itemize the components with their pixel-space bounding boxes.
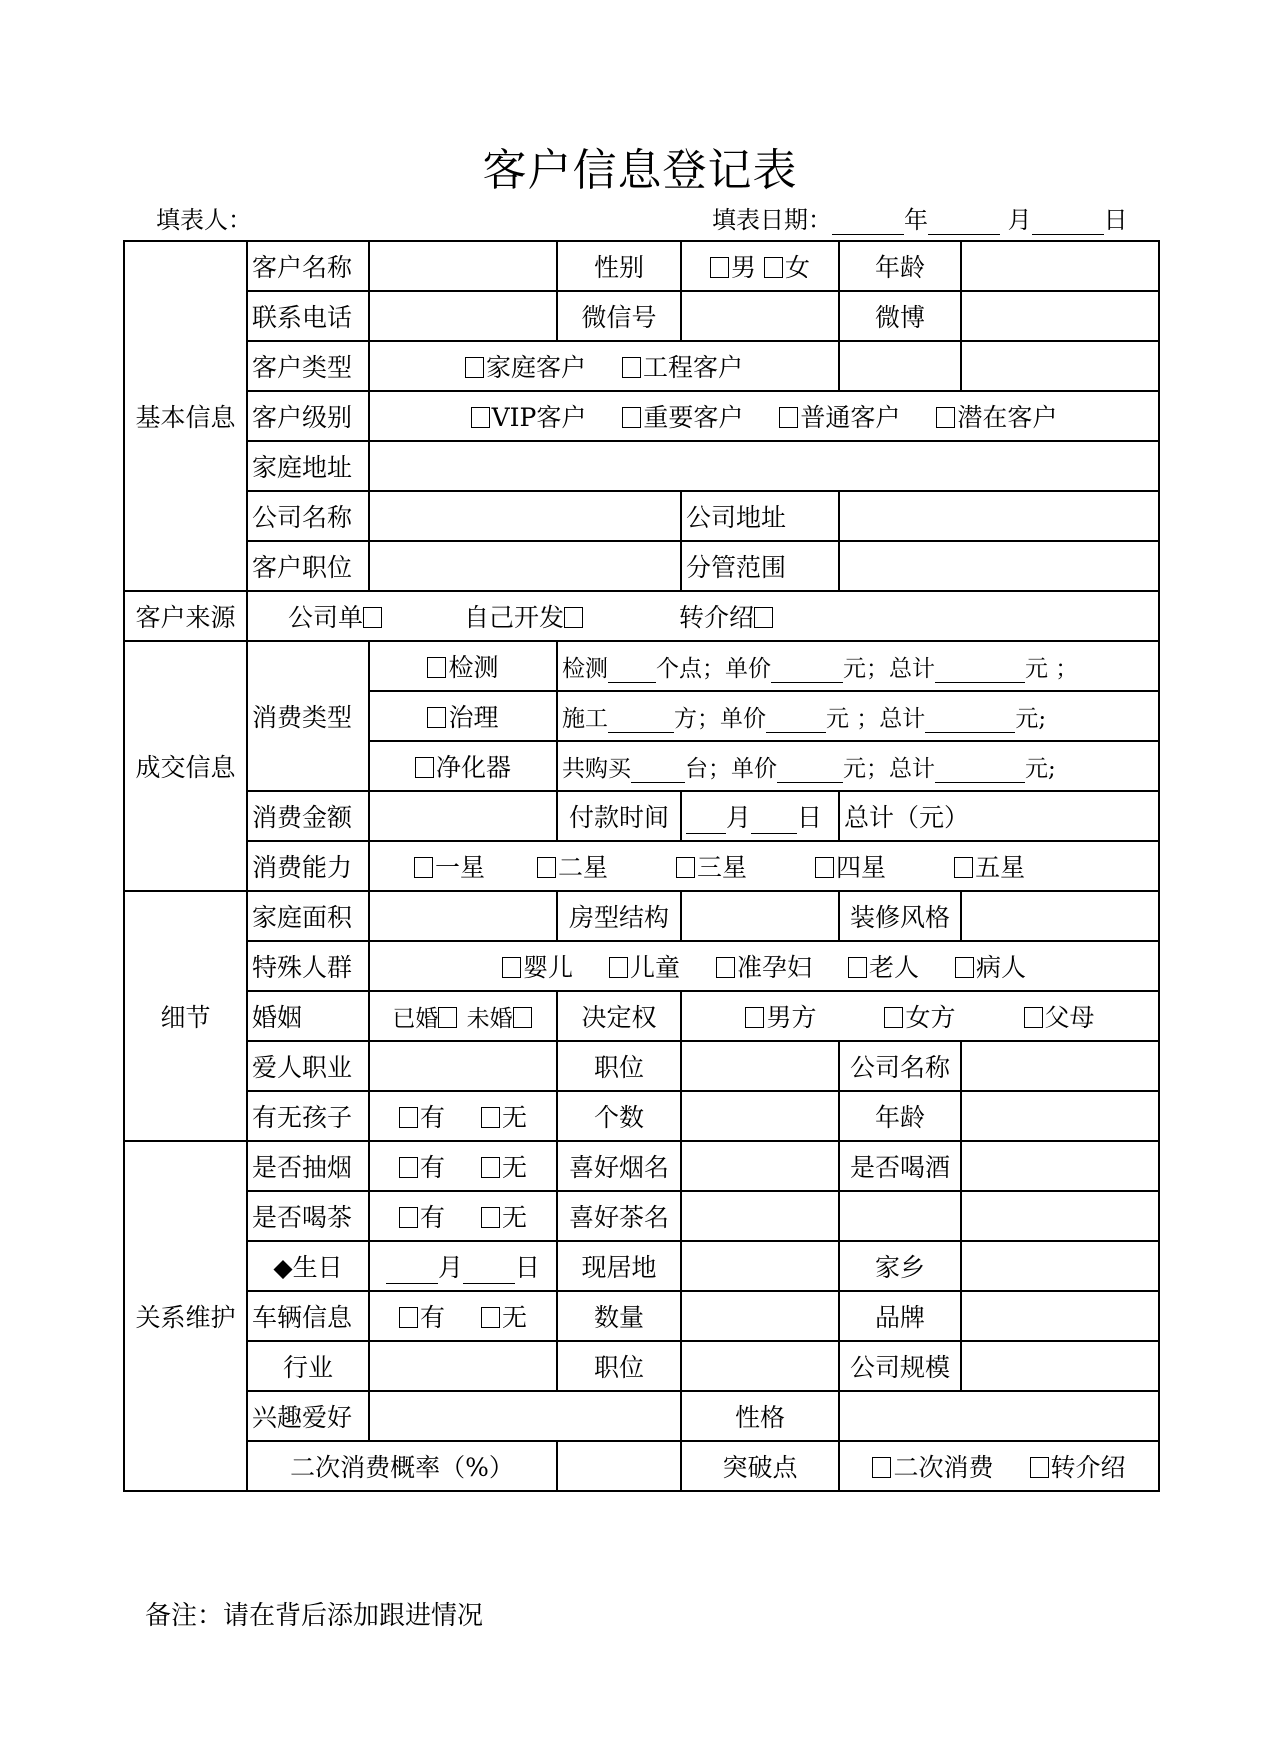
label-marriage: 婚姻 xyxy=(247,991,369,1041)
hobby-field[interactable] xyxy=(369,1391,681,1441)
detect-total-field[interactable] xyxy=(935,662,1025,683)
checkbox-icon xyxy=(955,957,974,978)
label-spouse-job: 爱人职业 xyxy=(247,1041,369,1091)
blank-cell[interactable] xyxy=(839,341,961,391)
label-age: 年龄 xyxy=(839,241,961,291)
level-vip-checkbox[interactable]: VIP客户 xyxy=(471,398,587,434)
label-industry: 行业 xyxy=(247,1341,369,1391)
checkbox-icon xyxy=(764,257,783,278)
source-referral-checkbox[interactable]: 转介绍 xyxy=(679,598,775,634)
gender-options xyxy=(681,241,839,291)
label-spouse-company: 公司名称 xyxy=(839,1041,961,1091)
purifier-total-field[interactable] xyxy=(935,762,1025,783)
filler-label: 填表人： xyxy=(156,206,252,234)
wechat-field[interactable] xyxy=(681,291,839,341)
level-potential-checkbox[interactable]: 潜在客户 xyxy=(936,398,1057,434)
label-home-area: 家庭面积 xyxy=(247,891,369,941)
company-scale-field[interactable] xyxy=(961,1341,1159,1391)
marriage-options xyxy=(369,991,557,1041)
day-field[interactable] xyxy=(1032,214,1104,235)
industry-field[interactable] xyxy=(369,1341,557,1391)
checkbox-icon xyxy=(513,1007,532,1028)
amount-field[interactable] xyxy=(369,791,557,841)
label-children: 有无孩子 xyxy=(247,1091,369,1141)
group-elderly-checkbox[interactable]: 老人 xyxy=(848,948,919,984)
scope-field[interactable] xyxy=(839,541,1159,591)
page-title: 客户信息登记表 xyxy=(482,145,798,196)
label-customer-level: 客户级别 xyxy=(247,391,369,441)
special-group-options xyxy=(369,941,1159,991)
label-hometown: 家乡 xyxy=(839,1241,961,1291)
label-birthday: ◆生日 xyxy=(247,1241,369,1291)
smoke-options xyxy=(369,1141,557,1191)
unmarried-checkbox[interactable]: 未婚 xyxy=(467,1006,534,1032)
purifier-count-field[interactable] xyxy=(631,762,685,783)
checkbox-icon xyxy=(399,1157,418,1178)
checkbox-icon xyxy=(848,957,867,978)
label-scope: 分管范围 xyxy=(681,541,839,591)
label-gender: 性别 xyxy=(557,241,681,291)
checkbox-icon xyxy=(716,957,735,978)
consume-detect-checkbox[interactable]: 检测 xyxy=(369,641,557,691)
tea-yes-checkbox[interactable]: 有 xyxy=(399,1198,445,1234)
company-name-field[interactable] xyxy=(369,491,681,541)
section-detail: 细节 xyxy=(124,891,247,1141)
checkbox-icon xyxy=(676,857,695,878)
label-quantity: 数量 xyxy=(557,1291,681,1341)
gender-male-checkbox[interactable]: 男 xyxy=(710,253,756,282)
repurchase-rate-field[interactable] xyxy=(557,1441,681,1491)
vehicle-yes-checkbox[interactable]: 有 xyxy=(399,1298,445,1334)
vehicle-no-checkbox[interactable]: 无 xyxy=(481,1298,527,1334)
spouse-job-field[interactable] xyxy=(369,1041,557,1091)
decision-options xyxy=(681,991,1159,1041)
group-pregnant-checkbox[interactable]: 准孕妇 xyxy=(716,948,812,984)
fill-date: 填表日期： 年 月 日 xyxy=(712,206,1128,234)
checkbox-icon xyxy=(471,407,490,428)
customer-form-table xyxy=(123,240,1160,1492)
customer-type-options xyxy=(369,341,839,391)
label-smoke: 是否抽烟 xyxy=(247,1141,369,1191)
checkbox-icon xyxy=(754,607,773,628)
section-basic: 基本信息 xyxy=(124,241,247,591)
checkbox-icon xyxy=(481,1207,500,1228)
label-brand: 品牌 xyxy=(839,1291,961,1341)
ability-2-checkbox[interactable]: 二星 xyxy=(537,848,608,884)
checkbox-icon xyxy=(1024,1007,1043,1028)
checkbox-icon xyxy=(465,357,484,378)
ability-5-checkbox[interactable]: 五星 xyxy=(954,848,1025,884)
label-company-address: 公司地址 xyxy=(681,491,839,541)
purifier-price-field[interactable] xyxy=(777,762,843,783)
checkbox-icon xyxy=(710,257,729,278)
birthday-day-field[interactable] xyxy=(463,1263,515,1284)
children-count-field[interactable] xyxy=(681,1091,839,1141)
label-company-scale: 公司规模 xyxy=(839,1341,961,1391)
level-normal-checkbox[interactable]: 普通客户 xyxy=(779,398,900,434)
label-weibo: 微博 xyxy=(839,291,961,341)
gender-female-checkbox[interactable]: 女 xyxy=(764,253,810,282)
home-area-field[interactable] xyxy=(369,891,557,941)
pay-day-field[interactable] xyxy=(751,813,797,834)
purifier-detail-line: 共购买 台；单价 元；总计 元; xyxy=(557,741,1159,791)
label-house-type: 房型结构 xyxy=(557,891,681,941)
fav-cigarette-field[interactable] xyxy=(681,1141,839,1191)
section-deal: 成交信息 xyxy=(124,641,247,891)
group-baby-checkbox[interactable]: 婴儿 xyxy=(502,948,573,984)
decor-style-field[interactable] xyxy=(961,891,1159,941)
drink-field[interactable] xyxy=(961,1141,1159,1191)
residence-field[interactable] xyxy=(681,1241,839,1291)
weibo-field[interactable] xyxy=(961,291,1159,341)
label-children-count: 个数 xyxy=(557,1091,681,1141)
label-residence: 现居地 xyxy=(557,1241,681,1291)
label-special-group: 特殊人群 xyxy=(247,941,369,991)
label-home-address: 家庭地址 xyxy=(247,441,369,491)
total-field[interactable]: 总计（元） xyxy=(839,791,1159,841)
treatment-price-field[interactable] xyxy=(766,712,826,733)
ability-3-checkbox[interactable]: 三星 xyxy=(676,848,747,884)
treatment-detail-line: 施工 方；单价 元 ；总计 元; xyxy=(557,691,1159,741)
checkbox-icon xyxy=(399,1307,418,1328)
birthday-field[interactable]: 月 日 xyxy=(369,1241,557,1291)
checkbox-icon xyxy=(363,607,382,628)
checkbox-icon xyxy=(622,357,641,378)
label-amount: 消费金额 xyxy=(247,791,369,841)
detect-detail-line: 检测 个点；单价 元；总计 元 ； xyxy=(557,641,1159,691)
checkbox-icon xyxy=(564,607,583,628)
children-age-field[interactable] xyxy=(961,1091,1159,1141)
quantity-field[interactable] xyxy=(681,1291,839,1341)
relation-position-field[interactable] xyxy=(681,1341,839,1391)
checkbox-icon xyxy=(779,407,798,428)
label-breakthrough: 突破点 xyxy=(681,1441,839,1491)
brand-field[interactable] xyxy=(961,1291,1159,1341)
blank-cell[interactable] xyxy=(961,341,1159,391)
company-address-field[interactable] xyxy=(839,491,1159,541)
detect-price-field[interactable] xyxy=(771,662,843,683)
level-important-checkbox[interactable]: 重要客户 xyxy=(622,398,743,434)
checkbox-icon xyxy=(884,1007,903,1028)
label-ability: 消费能力 xyxy=(247,841,369,891)
smoke-no-checkbox[interactable]: 无 xyxy=(481,1148,527,1184)
detect-points-field[interactable] xyxy=(608,662,656,683)
checkbox-icon xyxy=(414,857,433,878)
checkbox-icon xyxy=(609,957,628,978)
label-wechat: 微信号 xyxy=(557,291,681,341)
smoke-yes-checkbox[interactable]: 有 xyxy=(399,1148,445,1184)
children-yes-checkbox[interactable]: 有 xyxy=(399,1098,445,1134)
pay-date-field[interactable]: 月 日 xyxy=(681,791,839,841)
decision-parents-checkbox[interactable]: 父母 xyxy=(1024,998,1095,1034)
married-checkbox[interactable]: 已婚 xyxy=(392,1006,459,1032)
label-customer-type: 客户类型 xyxy=(247,341,369,391)
label-relation-position: 职位 xyxy=(557,1341,681,1391)
checkbox-icon xyxy=(399,1107,418,1128)
label-decision: 决定权 xyxy=(557,991,681,1041)
checkbox-icon xyxy=(936,407,955,428)
consume-purifier-checkbox[interactable]: 净化器 xyxy=(369,741,557,791)
checkbox-icon xyxy=(954,857,973,878)
breakthrough-repurchase-checkbox[interactable]: 二次消费 xyxy=(872,1448,993,1484)
checkbox-icon xyxy=(481,1107,500,1128)
checkbox-icon xyxy=(502,957,521,978)
ability-options xyxy=(369,841,1159,891)
position-field[interactable] xyxy=(369,541,681,591)
footer-note: 备注：请在背后添加跟进情况 xyxy=(145,1601,484,1631)
label-fav-tea: 喜好茶名 xyxy=(557,1191,681,1241)
label-decor-style: 装修风格 xyxy=(839,891,961,941)
label-repurchase-rate: 二次消费概率（%） xyxy=(247,1441,557,1491)
label-customer-name: 客户名称 xyxy=(247,241,369,291)
source-options xyxy=(247,591,1159,641)
label-tea: 是否喝茶 xyxy=(247,1191,369,1241)
blank-cell[interactable] xyxy=(839,1191,961,1241)
checkbox-icon xyxy=(1030,1457,1049,1478)
consume-treatment-checkbox[interactable]: 治理 xyxy=(369,691,557,741)
customer-level-options xyxy=(369,391,1159,441)
month-field[interactable] xyxy=(928,214,1000,235)
checkbox-icon xyxy=(427,657,446,678)
label-company-name: 公司名称 xyxy=(247,491,369,541)
checkbox-icon xyxy=(815,857,834,878)
label-phone: 联系电话 xyxy=(247,291,369,341)
decision-husband-checkbox[interactable]: 男方 xyxy=(745,998,816,1034)
checkbox-icon xyxy=(399,1207,418,1228)
label-drink: 是否喝酒 xyxy=(839,1141,961,1191)
character-field[interactable] xyxy=(839,1391,1159,1441)
decision-wife-checkbox[interactable]: 女方 xyxy=(884,998,955,1034)
section-source: 客户来源 xyxy=(124,591,247,641)
checkbox-icon xyxy=(427,707,446,728)
label-fav-cigarette: 喜好烟名 xyxy=(557,1141,681,1191)
blank-cell[interactable] xyxy=(961,1191,1159,1241)
birthday-month-field[interactable] xyxy=(386,1263,438,1284)
treatment-total-field[interactable] xyxy=(925,712,1015,733)
checkbox-icon xyxy=(872,1457,891,1478)
label-position: 客户职位 xyxy=(247,541,369,591)
home-address-field[interactable] xyxy=(369,441,1159,491)
hometown-field[interactable] xyxy=(961,1241,1159,1291)
age-field[interactable] xyxy=(961,241,1159,291)
checkbox-icon xyxy=(415,757,434,778)
breakthrough-options xyxy=(839,1441,1159,1491)
label-vehicle: 车辆信息 xyxy=(247,1291,369,1341)
source-company-checkbox[interactable]: 公司单 xyxy=(288,603,384,632)
ability-1-checkbox[interactable]: 一星 xyxy=(414,848,485,884)
checkbox-icon xyxy=(745,1007,764,1028)
source-self-checkbox[interactable]: 自己开发 xyxy=(464,598,585,634)
section-relation: 关系维护 xyxy=(124,1141,247,1491)
spouse-company-field[interactable] xyxy=(961,1041,1159,1091)
year-field[interactable] xyxy=(832,214,904,235)
tea-no-checkbox[interactable]: 无 xyxy=(481,1198,527,1234)
group-patient-checkbox[interactable]: 病人 xyxy=(955,948,1026,984)
breakthrough-referral-checkbox[interactable]: 转介绍 xyxy=(1030,1448,1126,1484)
label-hobby: 兴趣爱好 xyxy=(247,1391,369,1441)
phone-field[interactable] xyxy=(369,291,557,341)
checkbox-icon xyxy=(622,407,641,428)
job-position-field[interactable] xyxy=(681,1041,839,1091)
tea-options xyxy=(369,1191,557,1241)
house-type-field[interactable] xyxy=(681,891,839,941)
label-pay-time: 付款时间 xyxy=(557,791,681,841)
fav-tea-field[interactable] xyxy=(681,1191,839,1241)
type-home-checkbox[interactable]: 家庭客户 xyxy=(465,348,586,384)
type-project-checkbox[interactable]: 工程客户 xyxy=(622,348,743,384)
label-job-position: 职位 xyxy=(557,1041,681,1091)
checkbox-icon xyxy=(537,857,556,878)
label-children-age: 年龄 xyxy=(839,1091,961,1141)
checkbox-icon xyxy=(481,1307,500,1328)
checkbox-icon xyxy=(438,1007,457,1028)
label-character: 性格 xyxy=(681,1391,839,1441)
ability-4-checkbox[interactable]: 四星 xyxy=(815,848,886,884)
customer-name-field[interactable] xyxy=(369,241,557,291)
children-options xyxy=(369,1091,557,1141)
pay-month-field[interactable] xyxy=(686,813,726,834)
checkbox-icon xyxy=(481,1157,500,1178)
children-no-checkbox[interactable]: 无 xyxy=(481,1098,527,1134)
treatment-area-field[interactable] xyxy=(608,712,674,733)
label-consume-type: 消费类型 xyxy=(247,641,369,791)
group-child-checkbox[interactable]: 儿童 xyxy=(609,948,680,984)
date-label: 填表日期： xyxy=(712,206,832,234)
vehicle-options xyxy=(369,1291,557,1341)
